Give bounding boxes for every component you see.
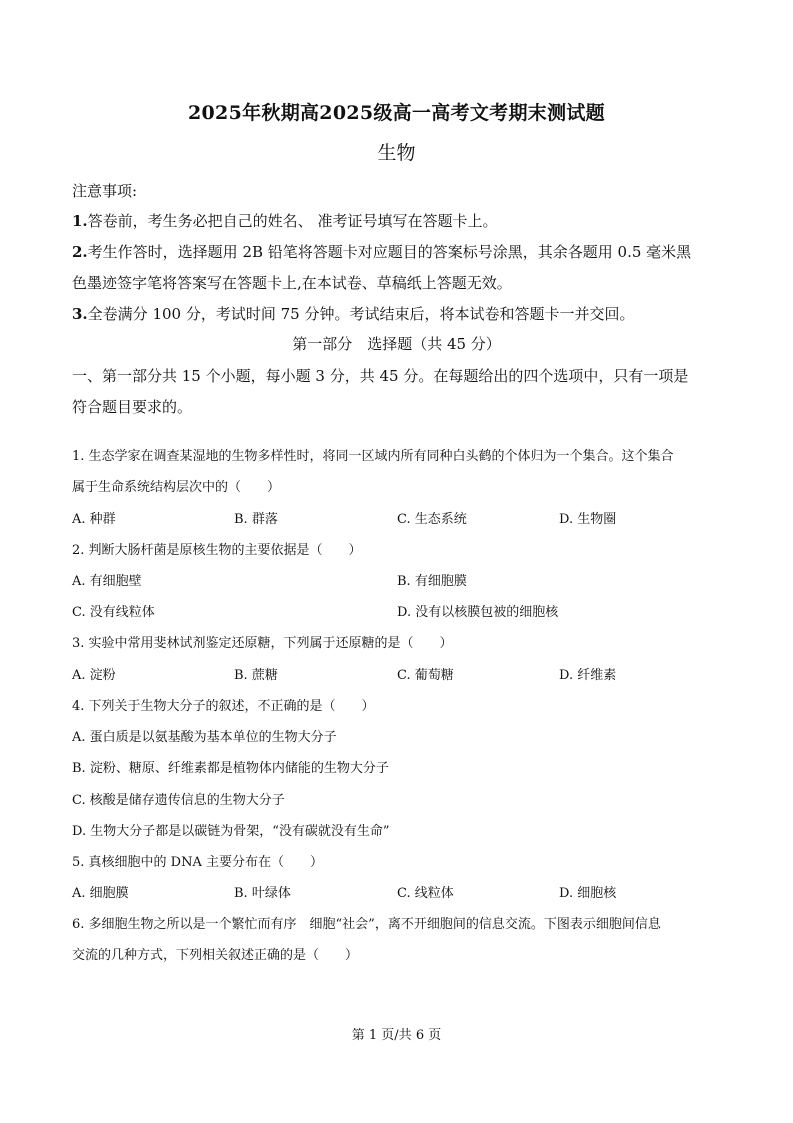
question-2-stem: 2. 判断大肠杆菌是原核生物的主要依据是（ ） bbox=[72, 543, 362, 558]
question-4-stem: 4. 下列关于生物大分子的叙述，不正确的是（ ） bbox=[72, 699, 375, 714]
note-1-number: 1. bbox=[72, 212, 88, 230]
exam-title: 2025年秋期高2025级高一高考文考期末测试题 bbox=[188, 102, 605, 124]
question-2-option-c: C. 没有线粒体 bbox=[72, 605, 155, 620]
question-2-option-a: A. 有细胞壁 bbox=[72, 574, 142, 589]
note-2-text-line2: 色墨迹签字笔将答案写在答题卡上,在本试卷、草稿纸上答题无效。 bbox=[72, 274, 512, 292]
note-3-number: 3. bbox=[72, 305, 88, 323]
question-4-option-a: A. 蛋白质是以氨基酸为基本单位的生物大分子 bbox=[72, 730, 337, 745]
question-6-stem-line2: 交流的几种方式，下列相关叙述正确的是（ ） bbox=[72, 948, 359, 963]
question-1-option-a: A. 种群 bbox=[72, 512, 116, 527]
question-5-stem: 5. 真核细胞中的 DNA 主要分布在（ ） bbox=[72, 855, 323, 870]
note-1-text: 答卷前，考生务必把自己的姓名、 准考证号填写在答题卡上。 bbox=[87, 212, 498, 230]
question-4-option-b: B. 淀粉、糖原、纤维素都是植物体内储能的生物大分子 bbox=[72, 761, 389, 776]
notes-heading: 注意事项: bbox=[72, 182, 138, 200]
note-1 bbox=[72, 210, 497, 231]
note-2 bbox=[72, 241, 691, 262]
question-2-option-b: B. 有细胞膜 bbox=[397, 574, 467, 589]
question-5-option-c: C. 线粒体 bbox=[397, 886, 454, 901]
part1-heading: 第一部分 选择题（共 45 分） bbox=[292, 335, 501, 353]
question-1-stem-line1: 1. 生态学家在调查某湿地的生物多样性时，将同一区域内所有同种白头鹤的个体归为一个集合。这个集合 bbox=[72, 449, 674, 464]
note-2-number: 2. bbox=[72, 243, 88, 261]
question-4-option-c: C. 核酸是储存遗传信息的生物大分子 bbox=[72, 793, 285, 808]
note-3 bbox=[72, 303, 634, 324]
note-2-text-line1: 考生作答时，选择题用 2B 铅笔将答题卡对应题目的答案标号涂黑，其余各题用 0.5 毫米黑 bbox=[87, 243, 692, 261]
question-5-option-b: B. 叶绿体 bbox=[234, 886, 291, 901]
note-3-text: 全卷满分 100 分，考试时间 75 分钟。考试结束后，将本试卷和答题卡一并交回。 bbox=[87, 305, 635, 323]
question-3-stem: 3. 实验中常用斐林试剂鉴定还原糖，下列属于还原糖的是（ ） bbox=[72, 636, 453, 651]
page-number: 第 1 页/共 6 页 bbox=[351, 1028, 442, 1043]
question-4-option-d: D. 生物大分子都是以碳链为骨架，“没有碳就没有生命” bbox=[72, 824, 390, 839]
question-5-option-a: A. 细胞膜 bbox=[72, 886, 129, 901]
question-1-stem-line2: 属于生命系统结构层次中的（ ） bbox=[72, 480, 281, 495]
question-2-option-d: D. 没有以核膜包被的细胞核 bbox=[397, 605, 559, 620]
exam-subject: 生物 bbox=[377, 142, 416, 164]
part1-intro-line1: 一、第一部分共 15 个小题，每小题 3 分，共 45 分。在每题给出的四个选项中，只有一项是 bbox=[72, 367, 689, 385]
question-1-option-d: D. 生物圈 bbox=[559, 512, 617, 527]
question-3-option-c: C. 葡萄糖 bbox=[397, 668, 454, 683]
part1-intro-line2: 符合题目要求的。 bbox=[72, 398, 193, 416]
question-5-option-d: D. 细胞核 bbox=[559, 886, 617, 901]
question-1-option-b: B. 群落 bbox=[234, 512, 278, 527]
question-3-option-a: A. 淀粉 bbox=[72, 668, 116, 683]
question-3-option-b: B. 蔗糖 bbox=[234, 668, 278, 683]
question-6-stem-line1: 6. 多细胞生物之所以是一个繁忙而有序 细胞“社会”，离不开细胞间的信息交流。下图表示细胞间信息 bbox=[72, 917, 661, 932]
question-3-option-d: D. 纤维素 bbox=[559, 668, 617, 683]
question-1-option-c: C. 生态系统 bbox=[397, 512, 467, 527]
